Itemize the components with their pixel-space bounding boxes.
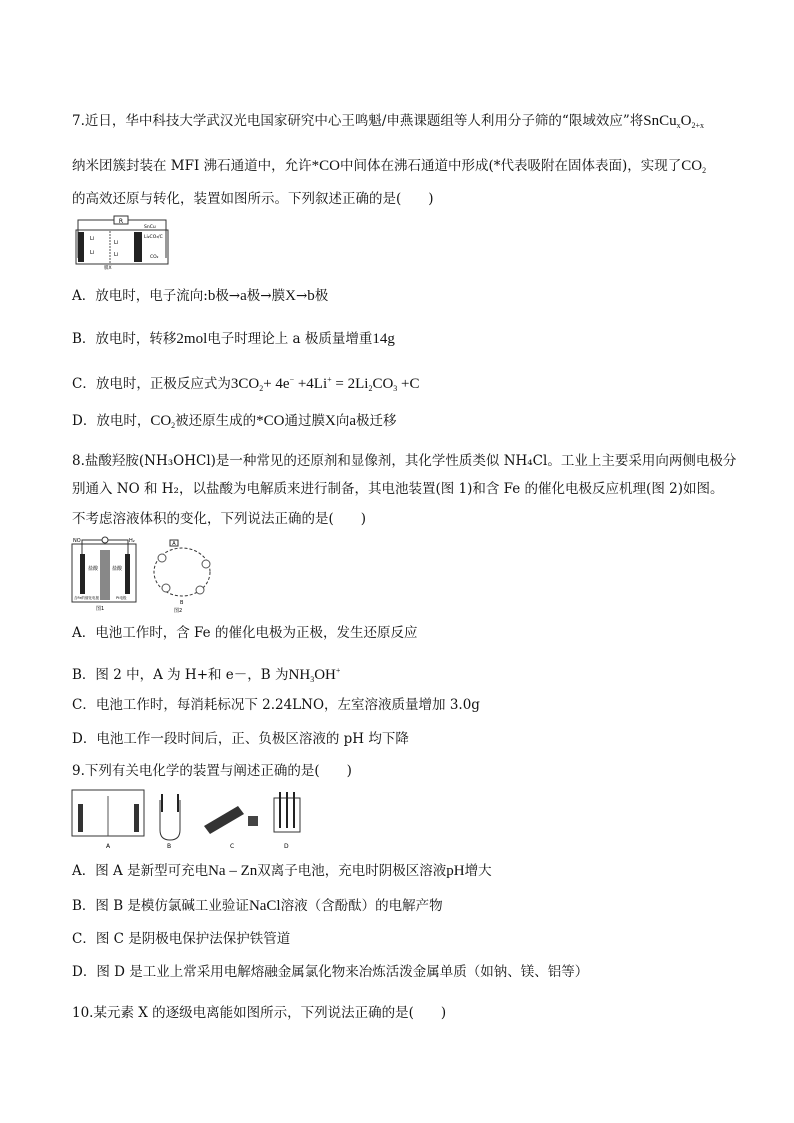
svg-text:Li: Li	[114, 240, 119, 246]
q7-option-b: B．放电时，转移2mol电子时理论上 a 极质量增重14g	[72, 331, 395, 347]
q8-option-d: D．电池工作一段时间后，正、负极区溶液的 pH 均下降	[72, 731, 409, 747]
svg-text:SnCu: SnCu	[144, 225, 156, 230]
svg-text:Pt电极: Pt电极	[116, 596, 127, 600]
svg-text:含Fe的催化电极: 含Fe的催化电极	[74, 596, 99, 600]
svg-text:A: A	[106, 843, 111, 850]
q7-figure	[70, 214, 174, 270]
svg-text:NO: NO	[73, 538, 81, 544]
q9-option-d: D．图 D 是工业上常采用电解熔融金属氯化物来冶炼活泼金属单质（如钠、镁、铝等）	[72, 964, 589, 980]
formula-co-adsorbed: *CO	[311, 158, 340, 174]
q7-stem-line1: 7.近日，华中科技大学武汉光电国家研究中心王鸣魁/申燕课题组等人利用分子筛的“限域效应”将$SnCu_xO_{2+x}$	[72, 113, 704, 130]
q7-stem-line2: 纳米团簇封装在 MFI 沸石通道中，允许*CO中间体在沸石通道中形成(*代表吸附在固体表面)，实现了$CO_2$	[72, 158, 707, 175]
q8-figure	[70, 536, 230, 614]
svg-text:Li₂CO₃/C: Li₂CO₃/C	[144, 235, 163, 240]
q9-stem: 9.下列有关电化学的装置与阐述正确的是( )	[72, 763, 352, 779]
q10-stem: 10.某元素 X 的逐级电离能如图所示，下列说法正确的是( )	[72, 1005, 447, 1021]
q7-option-d: D．放电时，$CO_2$被还原生成的*CO通过膜X向a极迁移	[72, 413, 397, 430]
q8-option-b: B．图 2 中，A 为 H+和 e－，B 为$NH_3OH^+$	[72, 666, 341, 684]
svg-text:图2: 图2	[174, 608, 183, 614]
formula-sncuxo: $SnCu_xO_{2+x}$	[643, 113, 704, 130]
q7-option-c: C．放电时，正极反应式为$3CO_2+ 4e^- +4Li^+ = 2Li_2CO_3 +C$	[72, 375, 420, 393]
svg-text:Li: Li	[114, 252, 119, 258]
q8-stem-line1: 8.盐酸羟胺(NH₃OHCl)是一种常见的还原剂和显像剂，其化学性质类似 NH₄Cl。工业上主要采用向两侧电极分	[72, 453, 737, 469]
q9-option-b: B．图 B 是模仿氯碱工业验证NaCl溶液（含酚酞）的电解产物	[72, 898, 443, 914]
q8-stem-line2: 别通入 NO 和 H₂，以盐酸为电解质来进行制备，其电池装置(图 1)和含 Fe 的催化电极反应机理(图 2)如图。	[72, 481, 724, 497]
svg-text:A: A	[172, 541, 176, 547]
svg-text:H₂: H₂	[129, 538, 135, 544]
svg-text:盐酸: 盐酸	[88, 566, 99, 572]
formula-co2: $CO_2$	[681, 158, 707, 175]
svg-text:Li: Li	[90, 250, 95, 256]
q9-figure	[70, 786, 322, 852]
q9-option-a: A．图 A 是新型可充电Na – Zn双离子电池，充电时阴极区溶液pH增大	[72, 863, 492, 879]
q7-option-a: A．放电时，电子流向:b极→a极→膜X→b极	[72, 288, 329, 304]
svg-text:B: B	[167, 843, 172, 850]
svg-text:盐酸: 盐酸	[112, 566, 123, 572]
q7-fig-resistor: R	[118, 218, 124, 225]
svg-text:D: D	[284, 843, 289, 850]
svg-text:C: C	[230, 843, 235, 850]
q9-option-c: C．图 C 是阴极电保护法保护铁管道	[72, 931, 291, 947]
svg-text:CO₂: CO₂	[150, 255, 159, 260]
svg-text:B: B	[180, 600, 184, 606]
q8-option-a: A．电池工作时，含 Fe 的催化电极为正极，发生还原反应	[72, 625, 418, 641]
svg-text:图1: 图1	[96, 606, 105, 612]
q8-stem-line3: 不考虑溶液体积的变化，下列说法正确的是( )	[72, 511, 367, 527]
svg-text:Li: Li	[90, 236, 95, 242]
q8-option-c: C．电池工作时，每消耗标况下 2.24LNO，左室溶液质量增加 3.0g	[72, 697, 480, 713]
formula-nh3oh: $NH_3OH^+$	[288, 666, 341, 684]
svg-text:膜X: 膜X	[104, 266, 112, 270]
q7-equation: $3CO_2+ 4e^- +4Li^+ = 2Li_2CO_3 +C$	[230, 375, 420, 393]
q7-stem-line3: 的高效还原与转化，装置如图所示。下列叙述正确的是( )	[72, 191, 434, 207]
